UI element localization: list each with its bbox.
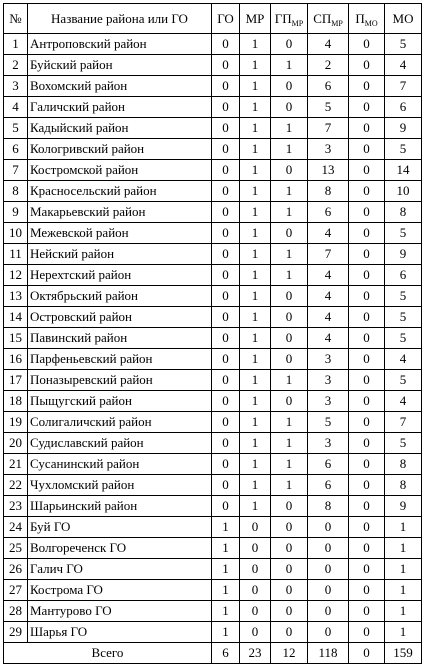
cell-sp: 0 xyxy=(308,580,349,601)
cell-go: 0 xyxy=(212,391,240,412)
cell-num: 6 xyxy=(4,139,28,160)
cell-sp: 3 xyxy=(308,433,349,454)
cell-num: 29 xyxy=(4,622,28,643)
cell-p: 0 xyxy=(349,118,385,139)
cell-num: 10 xyxy=(4,223,28,244)
cell-name: Галичский район xyxy=(28,97,212,118)
cell-mr: 1 xyxy=(240,286,271,307)
cell-p: 0 xyxy=(349,559,385,580)
cell-go: 1 xyxy=(212,559,240,580)
cell-num: 3 xyxy=(4,76,28,97)
cell-p: 0 xyxy=(349,202,385,223)
cell-mo: 5 xyxy=(385,34,422,55)
cell-go: 1 xyxy=(212,580,240,601)
cell-mo: 1 xyxy=(385,538,422,559)
cell-name: Нерехтский район xyxy=(28,265,212,286)
cell-p: 0 xyxy=(349,265,385,286)
cell-num: 21 xyxy=(4,454,28,475)
table-row xyxy=(4,517,422,538)
cell-mo: 10 xyxy=(385,181,422,202)
header-sp xyxy=(308,4,349,34)
header-p xyxy=(349,4,385,34)
header-num: № xyxy=(4,4,28,34)
cell-mo: 1 xyxy=(385,559,422,580)
cell-mr: 1 xyxy=(240,160,271,181)
cell-name: Пыщугский район xyxy=(28,391,212,412)
cell-go: 0 xyxy=(212,286,240,307)
cell-mr: 1 xyxy=(240,391,271,412)
cell-name: Волгореченск ГО xyxy=(28,538,212,559)
cell-gp: 0 xyxy=(271,601,308,622)
cell-gp: 1 xyxy=(271,55,308,76)
cell-num: 17 xyxy=(4,370,28,391)
cell-gp: 1 xyxy=(271,433,308,454)
header-mo: МО xyxy=(385,4,422,34)
cell-sp: 0 xyxy=(308,517,349,538)
cell-mr: 1 xyxy=(240,328,271,349)
cell-gp: 0 xyxy=(271,97,308,118)
cell-mo: 5 xyxy=(385,433,422,454)
header-mr: МР xyxy=(240,4,271,34)
cell-mr: 0 xyxy=(240,538,271,559)
total-mr: 23 xyxy=(240,643,271,664)
cell-mr: 1 xyxy=(240,349,271,370)
cell-gp: 0 xyxy=(271,328,308,349)
table-row xyxy=(4,538,422,559)
table-row xyxy=(4,223,422,244)
cell-name: Поназыревский район xyxy=(28,370,212,391)
header-sp-sub: МР xyxy=(331,18,343,28)
table-row xyxy=(4,349,422,370)
cell-mr: 1 xyxy=(240,412,271,433)
cell-p: 0 xyxy=(349,181,385,202)
cell-num: 18 xyxy=(4,391,28,412)
total-go: 6 xyxy=(212,643,240,664)
header-p-sub: МО xyxy=(364,18,378,28)
cell-sp: 13 xyxy=(308,160,349,181)
header-sp-main: СП xyxy=(313,10,332,26)
cell-p: 0 xyxy=(349,601,385,622)
cell-num: 19 xyxy=(4,412,28,433)
table-row xyxy=(4,454,422,475)
cell-gp: 1 xyxy=(271,265,308,286)
cell-num: 22 xyxy=(4,475,28,496)
cell-go: 0 xyxy=(212,139,240,160)
cell-gp: 0 xyxy=(271,76,308,97)
cell-num: 26 xyxy=(4,559,28,580)
cell-name: Кострома ГО xyxy=(28,580,212,601)
cell-go: 0 xyxy=(212,34,240,55)
cell-num: 11 xyxy=(4,244,28,265)
header-row xyxy=(4,4,422,34)
cell-sp: 4 xyxy=(308,34,349,55)
table-row xyxy=(4,412,422,433)
cell-p: 0 xyxy=(349,307,385,328)
cell-name: Кологривский район xyxy=(28,139,212,160)
cell-go: 0 xyxy=(212,181,240,202)
cell-go: 1 xyxy=(212,622,240,643)
cell-p: 0 xyxy=(349,244,385,265)
header-gp xyxy=(271,4,308,34)
cell-sp: 7 xyxy=(308,244,349,265)
cell-sp: 4 xyxy=(308,223,349,244)
cell-go: 0 xyxy=(212,265,240,286)
table-row xyxy=(4,181,422,202)
cell-sp: 6 xyxy=(308,76,349,97)
cell-p: 0 xyxy=(349,391,385,412)
cell-p: 0 xyxy=(349,223,385,244)
cell-gp: 0 xyxy=(271,517,308,538)
cell-sp: 6 xyxy=(308,454,349,475)
total-sp: 118 xyxy=(308,643,349,664)
cell-mo: 8 xyxy=(385,454,422,475)
cell-name: Островский район xyxy=(28,307,212,328)
cell-sp: 0 xyxy=(308,559,349,580)
cell-gp: 0 xyxy=(271,391,308,412)
table-row xyxy=(4,328,422,349)
cell-mo: 4 xyxy=(385,349,422,370)
cell-gp: 1 xyxy=(271,244,308,265)
cell-p: 0 xyxy=(349,34,385,55)
cell-go: 0 xyxy=(212,118,240,139)
cell-mr: 1 xyxy=(240,181,271,202)
cell-num: 8 xyxy=(4,181,28,202)
cell-go: 0 xyxy=(212,76,240,97)
cell-gp: 0 xyxy=(271,349,308,370)
table-row xyxy=(4,139,422,160)
cell-p: 0 xyxy=(349,622,385,643)
cell-sp: 8 xyxy=(308,181,349,202)
cell-p: 0 xyxy=(349,55,385,76)
cell-gp: 1 xyxy=(271,412,308,433)
cell-mo: 9 xyxy=(385,496,422,517)
cell-mr: 1 xyxy=(240,55,271,76)
cell-sp: 4 xyxy=(308,328,349,349)
table-row xyxy=(4,475,422,496)
cell-p: 0 xyxy=(349,160,385,181)
cell-go: 0 xyxy=(212,433,240,454)
cell-mr: 0 xyxy=(240,601,271,622)
cell-name: Солигаличский район xyxy=(28,412,212,433)
table-row xyxy=(4,244,422,265)
table-row xyxy=(4,286,422,307)
cell-mr: 0 xyxy=(240,517,271,538)
cell-p: 0 xyxy=(349,139,385,160)
cell-mo: 14 xyxy=(385,160,422,181)
cell-go: 0 xyxy=(212,370,240,391)
cell-mo: 8 xyxy=(385,202,422,223)
cell-p: 0 xyxy=(349,328,385,349)
cell-gp: 0 xyxy=(271,622,308,643)
cell-num: 1 xyxy=(4,34,28,55)
table-body xyxy=(4,34,422,643)
table-row xyxy=(4,76,422,97)
cell-name: Антроповский район xyxy=(28,34,212,55)
cell-go: 0 xyxy=(212,349,240,370)
cell-mr: 1 xyxy=(240,454,271,475)
cell-gp: 0 xyxy=(271,34,308,55)
cell-sp: 6 xyxy=(308,202,349,223)
cell-name: Вохомский район xyxy=(28,76,212,97)
cell-mo: 5 xyxy=(385,223,422,244)
cell-p: 0 xyxy=(349,76,385,97)
cell-sp: 2 xyxy=(308,55,349,76)
table-row xyxy=(4,433,422,454)
header-p-main: П xyxy=(355,10,365,26)
table-row xyxy=(4,622,422,643)
districts-table xyxy=(3,3,422,664)
cell-mr: 1 xyxy=(240,223,271,244)
header-gp-main: ГП xyxy=(274,10,292,26)
cell-mr: 0 xyxy=(240,559,271,580)
cell-num: 7 xyxy=(4,160,28,181)
cell-mr: 1 xyxy=(240,34,271,55)
cell-p: 0 xyxy=(349,538,385,559)
cell-mo: 4 xyxy=(385,55,422,76)
cell-num: 13 xyxy=(4,286,28,307)
cell-gp: 0 xyxy=(271,307,308,328)
cell-go: 1 xyxy=(212,538,240,559)
cell-p: 0 xyxy=(349,454,385,475)
cell-mo: 5 xyxy=(385,307,422,328)
cell-num: 25 xyxy=(4,538,28,559)
cell-mr: 1 xyxy=(240,496,271,517)
cell-p: 0 xyxy=(349,517,385,538)
cell-mr: 1 xyxy=(240,202,271,223)
cell-mo: 1 xyxy=(385,580,422,601)
cell-sp: 8 xyxy=(308,496,349,517)
total-p: 0 xyxy=(349,643,385,664)
cell-sp: 5 xyxy=(308,97,349,118)
cell-name: Макарьевский район xyxy=(28,202,212,223)
cell-mo: 9 xyxy=(385,118,422,139)
cell-name: Сусанинский район xyxy=(28,454,212,475)
cell-gp: 1 xyxy=(271,118,308,139)
cell-mr: 1 xyxy=(240,139,271,160)
cell-mo: 4 xyxy=(385,391,422,412)
cell-gp: 0 xyxy=(271,496,308,517)
cell-name: Парфеньевский район xyxy=(28,349,212,370)
cell-mo: 7 xyxy=(385,76,422,97)
cell-name: Шарьинский район xyxy=(28,496,212,517)
cell-mr: 1 xyxy=(240,307,271,328)
cell-num: 28 xyxy=(4,601,28,622)
total-gp: 12 xyxy=(271,643,308,664)
cell-gp: 0 xyxy=(271,580,308,601)
cell-name: Шарья ГО xyxy=(28,622,212,643)
cell-sp: 3 xyxy=(308,370,349,391)
cell-name: Чухломский район xyxy=(28,475,212,496)
cell-gp: 0 xyxy=(271,223,308,244)
header-go: ГО xyxy=(212,4,240,34)
cell-go: 1 xyxy=(212,517,240,538)
cell-gp: 1 xyxy=(271,181,308,202)
cell-gp: 0 xyxy=(271,559,308,580)
cell-mr: 1 xyxy=(240,97,271,118)
table-row xyxy=(4,34,422,55)
cell-go: 0 xyxy=(212,160,240,181)
cell-go: 0 xyxy=(212,496,240,517)
cell-name: Октябрьский район xyxy=(28,286,212,307)
cell-go: 0 xyxy=(212,244,240,265)
cell-sp: 5 xyxy=(308,412,349,433)
cell-go: 0 xyxy=(212,202,240,223)
cell-p: 0 xyxy=(349,412,385,433)
cell-p: 0 xyxy=(349,97,385,118)
cell-mr: 0 xyxy=(240,580,271,601)
table-row xyxy=(4,55,422,76)
cell-p: 0 xyxy=(349,475,385,496)
cell-go: 0 xyxy=(212,475,240,496)
cell-mo: 6 xyxy=(385,265,422,286)
cell-sp: 7 xyxy=(308,118,349,139)
cell-go: 0 xyxy=(212,328,240,349)
cell-p: 0 xyxy=(349,433,385,454)
cell-num: 27 xyxy=(4,580,28,601)
cell-mr: 0 xyxy=(240,622,271,643)
cell-name: Павинский район xyxy=(28,328,212,349)
table-row xyxy=(4,370,422,391)
cell-sp: 3 xyxy=(308,139,349,160)
table-row xyxy=(4,265,422,286)
cell-num: 5 xyxy=(4,118,28,139)
cell-num: 12 xyxy=(4,265,28,286)
cell-mo: 5 xyxy=(385,286,422,307)
cell-mo: 9 xyxy=(385,244,422,265)
cell-num: 23 xyxy=(4,496,28,517)
cell-go: 0 xyxy=(212,97,240,118)
total-mo: 159 xyxy=(385,643,422,664)
total-row xyxy=(4,643,422,664)
cell-sp: 3 xyxy=(308,349,349,370)
cell-sp: 4 xyxy=(308,286,349,307)
cell-mr: 1 xyxy=(240,118,271,139)
cell-mr: 1 xyxy=(240,475,271,496)
cell-p: 0 xyxy=(349,580,385,601)
cell-sp: 4 xyxy=(308,265,349,286)
cell-sp: 0 xyxy=(308,601,349,622)
table-row xyxy=(4,391,422,412)
cell-mo: 7 xyxy=(385,412,422,433)
cell-go: 0 xyxy=(212,307,240,328)
cell-sp: 3 xyxy=(308,391,349,412)
cell-name: Костромской район xyxy=(28,160,212,181)
table-row xyxy=(4,601,422,622)
cell-name: Нейский район xyxy=(28,244,212,265)
cell-mr: 1 xyxy=(240,244,271,265)
cell-p: 0 xyxy=(349,370,385,391)
cell-num: 4 xyxy=(4,97,28,118)
cell-sp: 4 xyxy=(308,307,349,328)
cell-mr: 1 xyxy=(240,76,271,97)
cell-name: Межевской район xyxy=(28,223,212,244)
cell-num: 9 xyxy=(4,202,28,223)
cell-num: 20 xyxy=(4,433,28,454)
cell-go: 0 xyxy=(212,223,240,244)
cell-gp: 1 xyxy=(271,370,308,391)
table-row xyxy=(4,307,422,328)
cell-name: Мантурово ГО xyxy=(28,601,212,622)
cell-mo: 1 xyxy=(385,517,422,538)
cell-name: Буй ГО xyxy=(28,517,212,538)
cell-sp: 6 xyxy=(308,475,349,496)
cell-gp: 1 xyxy=(271,139,308,160)
cell-mo: 5 xyxy=(385,328,422,349)
cell-p: 0 xyxy=(349,286,385,307)
table-row xyxy=(4,118,422,139)
table-row xyxy=(4,160,422,181)
cell-go: 0 xyxy=(212,454,240,475)
cell-mo: 5 xyxy=(385,370,422,391)
cell-gp: 1 xyxy=(271,475,308,496)
cell-p: 0 xyxy=(349,349,385,370)
cell-name: Галич ГО xyxy=(28,559,212,580)
cell-sp: 0 xyxy=(308,622,349,643)
cell-name: Буйский район xyxy=(28,55,212,76)
cell-num: 14 xyxy=(4,307,28,328)
cell-name: Красносельский район xyxy=(28,181,212,202)
cell-num: 24 xyxy=(4,517,28,538)
cell-num: 16 xyxy=(4,349,28,370)
cell-go: 1 xyxy=(212,601,240,622)
cell-gp: 1 xyxy=(271,202,308,223)
cell-gp: 0 xyxy=(271,160,308,181)
cell-gp: 0 xyxy=(271,538,308,559)
table-row xyxy=(4,97,422,118)
cell-name: Кадыйский район xyxy=(28,118,212,139)
cell-mo: 1 xyxy=(385,601,422,622)
header-name: Название района или ГО xyxy=(28,4,212,34)
table-row xyxy=(4,580,422,601)
cell-mr: 1 xyxy=(240,265,271,286)
cell-gp: 1 xyxy=(271,454,308,475)
cell-mo: 6 xyxy=(385,97,422,118)
table-row xyxy=(4,202,422,223)
cell-num: 2 xyxy=(4,55,28,76)
cell-mr: 1 xyxy=(240,433,271,454)
total-label: Всего xyxy=(4,643,212,664)
cell-sp: 0 xyxy=(308,538,349,559)
cell-gp: 0 xyxy=(271,286,308,307)
cell-go: 0 xyxy=(212,55,240,76)
table-row xyxy=(4,496,422,517)
cell-num: 15 xyxy=(4,328,28,349)
cell-name: Судиславский район xyxy=(28,433,212,454)
cell-mo: 8 xyxy=(385,475,422,496)
cell-mo: 5 xyxy=(385,139,422,160)
cell-mo: 1 xyxy=(385,622,422,643)
cell-mr: 1 xyxy=(240,370,271,391)
table-row xyxy=(4,559,422,580)
cell-go: 0 xyxy=(212,412,240,433)
header-gp-sub: МР xyxy=(291,18,304,28)
cell-p: 0 xyxy=(349,496,385,517)
